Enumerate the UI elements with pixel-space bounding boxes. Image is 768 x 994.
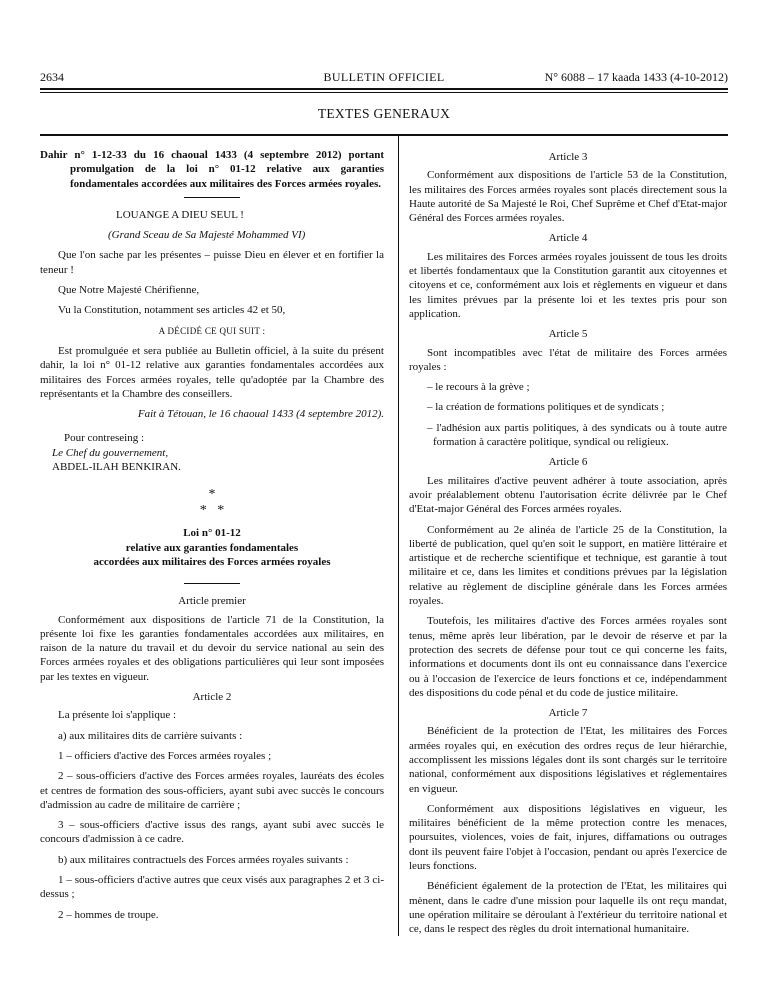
preamble-paragraph: Que Notre Majesté Chérifienne, — [58, 284, 200, 297]
article-heading: Article 6 — [548, 456, 588, 469]
countersign-role: Le Chef du gouvernement, — [52, 446, 169, 459]
article-heading: Article 7 — [548, 707, 588, 720]
article-text: Bénéficient de la protection de l'Etat, les militaires des Forces armées royales qui, en exécution des ordres reçus de leur hiérarchie, accomplissent les missions légales dont ils sont chargés sur le territoire national, conformément aux dispositions législatives et réglementaires en vigueur. — [409, 725, 727, 795]
header-rule-thin — [40, 92, 728, 93]
article-item: a) aux militaires dits de carrière suivants : — [58, 729, 243, 742]
article-text: Bénéficient également de la protection de l'Etat, les militaires qui mènent, dans le cadre d'une mission pour laquelle ils ont reçu mandat, une opération militaire se déroulant à l'extérieur du territoire national et ce, dans le respect des règles du droit international humanitaire. — [409, 880, 727, 936]
section-title: TEXTES GENERAUX — [317, 106, 451, 121]
dahir-title: Dahir n° 1-12-33 du 16 chaoual 1433 (4 septembre 2012) portant promulgation de la loi n° 01-12 relative aux garanties fondamentales accordées aux militaires des Forces armées royales. — [40, 149, 384, 190]
article-item: b) aux militaires contractuels des Forces armées royales suivants : — [58, 853, 349, 866]
article-item: 1 – officiers d'active des Forces armées royales ; — [58, 749, 272, 762]
article-heading: Article 5 — [548, 328, 588, 341]
preamble-paragraph: Vu la Constitution, notamment ses articles 42 et 50, — [58, 304, 286, 317]
article-text: Conformément aux dispositions législatives en vigueur, les militaires bénéficient de la même protection contre les menaces, poursuites, violences, voies de fait, injures, diffamations ou outrages dont ils peuvent faire l'objet à l'occasion, pendant ou après l'exercice de leurs fonctions. — [409, 802, 727, 873]
right-column — [409, 148, 727, 943]
article-heading: Article 4 — [548, 232, 588, 245]
law-title-line: relative aux garanties fondamentales — [125, 541, 299, 554]
grand-seal: (Grand Sceau de Sa Majesté Mohammed VI) — [108, 229, 306, 242]
article-text: Les militaires des Forces armées royales jouissent de tous les droits et libertés fondamentaux que la Constitution garantit aux citoyennes et citoyens et ce, conformément aux lois et règlements en vigueur et dans les limites prévues par la présente loi et les textes pris pour son application. — [409, 250, 727, 320]
section-rule — [40, 134, 728, 136]
article-item: 1 – sous-officiers d'active autres que ceux visés aux paragraphes 2 et 3 ci-dessus ; — [40, 873, 384, 901]
place-date: Fait à Tétouan, le 16 chaoual 1433 (4 septembre 2012). — [137, 408, 384, 421]
short-rule — [184, 197, 240, 198]
publication-title: BULLETIN OFFICIEL — [323, 70, 445, 84]
article-item: 3 – sous-officiers d'active issus des rangs, ayant subi avec succès le concours d'admission à ce cadre. — [40, 819, 384, 846]
article-heading: Article 3 — [548, 151, 588, 163]
preamble-paragraph: Que l'on sache par les présentes – puisse Dieu en élever et en fortifier la teneur ! — [40, 249, 384, 276]
promulgation-paragraph: Est promulguée et sera publiée au Bulletin officiel, à la suite du présent dahir, la loi n° 01-12 relative aux garanties fondamentales accordées aux militaires des Forces armées royales, telle qu'adoptée par la Chambre des représentants et la Chambre des conseillers. — [40, 344, 384, 400]
article-text: La présente loi s'applique : — [58, 709, 177, 722]
article-text: Conformément au 2e alinéa de l'article 25 de la Constitution, la liberté de publication, quel qu'en soit le support, en matière littéraire et artistique et de recherche scientifique et technique, est garantie à tout militaire et ce, dans les limites et conditions prévues par la législation relative au règlement de discipline générale dans les Forces armées royales. — [409, 523, 727, 608]
separator-stars: * * — [199, 503, 225, 519]
countersign-label: Pour contreseing : — [64, 432, 145, 445]
article-text: Les militaires d'active peuvent adhérer à toute association, après avoir préalablement obtenu l'autorisation écrite délivrée par le Chef d'Etat-major Général des Forces armées royales. — [409, 474, 727, 516]
article-text: Conformément aux dispositions de l'article 53 de la Constitution, les militaires des Forces armées royales sont placés directement sous la Haute autorité de Sa Majesté le Roi, Chef Suprême et Chef d'Etat-major Général des Forces armées royales. — [409, 169, 727, 225]
left-column — [40, 148, 384, 928]
article-text: Toutefois, les militaires d'active des Forces armées royales sont tenus, même après leur libération, par le devoir de réserve et par la protection des secrets de défense pour tout ce qui concerne les faits, informations et documents dont ils ont eu connaissance dans l'exercice ou à l'occasion de l'exercice de leurs fonctions et ce, indépendamment des dispositions du code pénal et du code de justice militaire. — [409, 615, 727, 699]
article-item: – la création de formations politiques et de syndicats ; — [427, 401, 665, 414]
column-divider — [398, 136, 399, 936]
article-item: 2 – sous-officiers d'active des Forces armées royales, lauréats des écoles et centres de formation des sous-officiers, ayant subi avec succès le concours d'admission au cadre de militaire de carrière ; — [40, 770, 384, 811]
article-item: 2 – hommes de troupe. — [58, 908, 159, 921]
page-number: 2634 — [40, 70, 64, 84]
header-rule — [40, 88, 728, 90]
law-number: Loi n° 01-12 — [183, 527, 241, 540]
running-header — [40, 70, 728, 86]
short-rule — [184, 583, 240, 584]
issue-reference: N° 6088 – 17 kaada 1433 (4-10-2012) — [544, 70, 728, 84]
article-text: Conformément aux dispositions de l'article 71 de la Constitution, la présente loi fixe les garanties fondamentales accordées aux militaires, en raison de la nature du travail et du devoir du service national au sein des Forces armées royales et des obligations particulières qui leur sont imposées par les textes en vigueur. — [40, 613, 384, 683]
decision-line: A DÉCIDÉ CE QUI SUIT : — [158, 325, 266, 336]
signatory-name: ABDEL-ILAH BENKIRAN. — [52, 461, 181, 474]
article-item: – le recours à la grève ; — [427, 381, 530, 394]
article-item: – l'adhésion aux partis politiques, à des syndicats ou à toute autre formation à caractère politique, syndical ou religieux. — [427, 421, 727, 449]
article-heading: Article premier — [178, 595, 246, 608]
law-title-line: accordées aux militaires des Forces armées royales — [93, 555, 331, 568]
separator-star: * — [208, 487, 216, 503]
praise-line: LOUANGE A DIEU SEUL ! — [116, 208, 244, 221]
article-heading: Article 2 — [192, 691, 232, 704]
article-text: Sont incompatibles avec l'état de militaire des Forces armées royales : — [409, 346, 727, 373]
